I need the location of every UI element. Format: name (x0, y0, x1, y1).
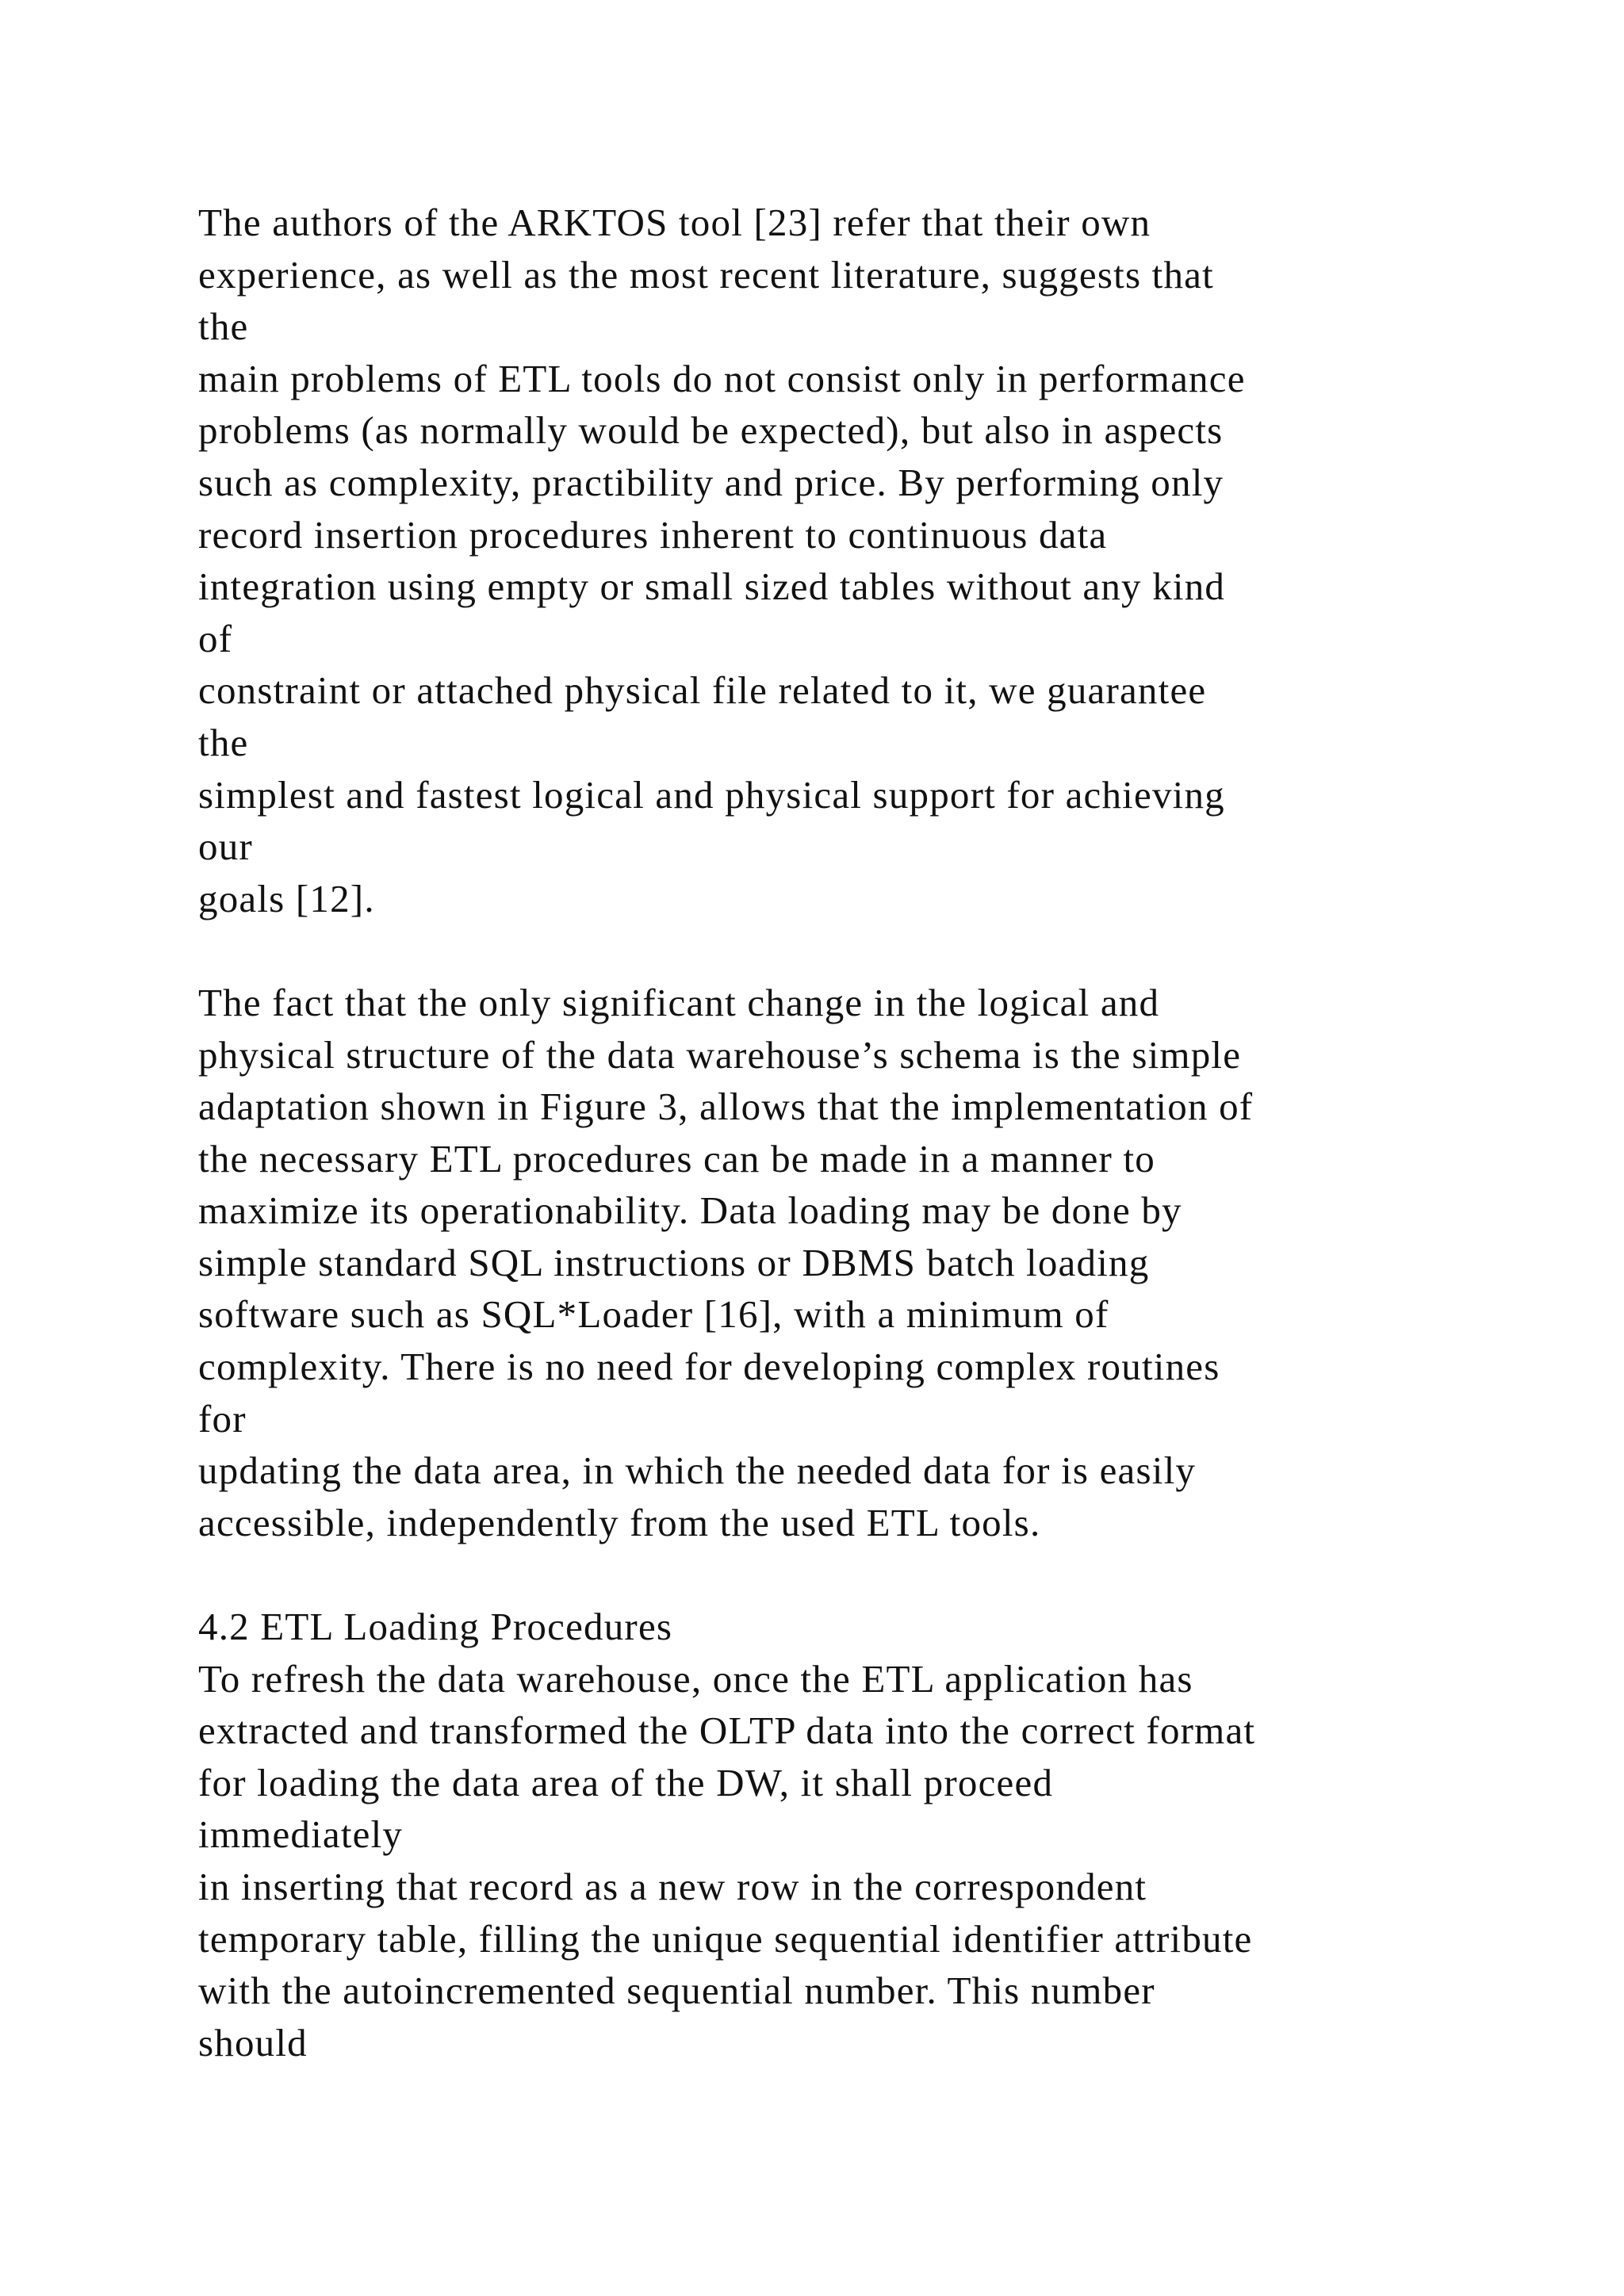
text-line: The authors of the ARKTOS tool [23] refer that their own (198, 201, 1151, 244)
text-line: maximize its operationability. Data loading may be done by (198, 1188, 1182, 1233)
text-line: The fact that the only significant change in the logical and (198, 980, 1160, 1024)
paragraph-schema-adaptation (198, 977, 1507, 1549)
text-line: for loading the data area of the DW, it shall proceed (198, 1760, 1054, 1804)
text-line: with the autoincremented sequential number. This number (198, 1969, 1155, 2013)
paragraph-gap (198, 1548, 1507, 1601)
text-line: should (198, 2020, 308, 2064)
paragraph-gap (198, 924, 1507, 977)
text-line: simplest and fastest logical and physical support for achieving (198, 772, 1225, 817)
text-line: the (198, 720, 249, 764)
text-line: for (198, 1396, 247, 1441)
text-line: temporary table, filling the unique sequential identifier attribute (198, 1916, 1253, 1961)
text-line: physical structure of the data warehouse’s schema is the simple (198, 1032, 1242, 1077)
text-line: in inserting that record as a new row in the correspondent (198, 1865, 1147, 1908)
text-line: the necessary ETL procedures can be made in a manner to (198, 1136, 1155, 1181)
text-line: main problems of ETL tools do not consist only in performance (198, 356, 1246, 400)
text-line: updating the data area, in which the needed data for is easily (198, 1448, 1197, 1493)
paragraph-arktos-etl-problems (198, 197, 1507, 924)
text-line: immediately (198, 1812, 404, 1857)
section-heading: 4.2 ETL Loading Procedures (198, 1605, 673, 1649)
text-line: experience, as well as the most recent literature, suggests that (198, 252, 1214, 297)
text-line: goals [12]. (198, 876, 375, 920)
text-line: of (198, 616, 233, 660)
text-line: accessible, independently from the used ETL tools. (198, 1500, 1041, 1544)
text-line: integration using empty or small sized tables without any kind (198, 564, 1226, 609)
text-line: our (198, 825, 253, 869)
text-line: To refresh the data warehouse, once the ETL application has (198, 1656, 1193, 1701)
text-line: software such as SQL*Loader [16], with a minimum of (198, 1292, 1109, 1337)
text-line: adaptation shown in Figure 3, allows that the implementation of (198, 1085, 1254, 1129)
text-line: the (198, 304, 249, 349)
text-line: constraint or attached physical file related to it, we guarantee (198, 668, 1207, 713)
text-line: problems (as normally would be expected), but also in aspects (198, 408, 1224, 453)
paragraph-etl-loading (198, 1653, 1507, 2069)
text-line: simple standard SQL instructions or DBMS batch loading (198, 1240, 1150, 1284)
text-line: record insertion procedures inherent to continuous data (198, 512, 1108, 557)
document-text (198, 197, 1507, 2068)
text-line: complexity. There is no need for developing complex routines (198, 1345, 1220, 1389)
text-line: such as complexity, practibility and price. By performing only (198, 460, 1224, 504)
text-line: extracted and transformed the OLTP data into the correct format (198, 1709, 1256, 1753)
